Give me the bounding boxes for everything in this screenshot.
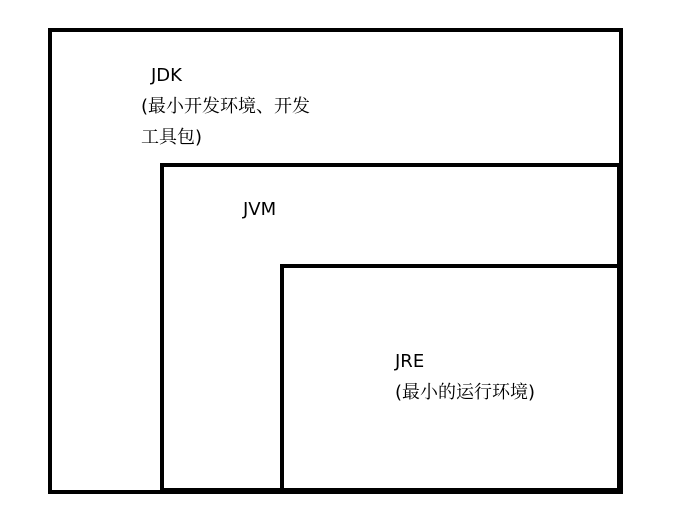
jre-label xyxy=(395,346,535,408)
jre-title: JRE xyxy=(395,351,425,372)
jdk-description-line2: 工具包) xyxy=(141,127,203,148)
jre-description: (最小的运行环境) xyxy=(395,382,536,403)
jvm-title: JVM xyxy=(243,199,277,220)
jdk-label xyxy=(141,60,310,153)
jvm-label xyxy=(243,194,276,225)
jdk-description-line1: (最小开发环境、开发 xyxy=(141,96,311,117)
jdk-title: JDK xyxy=(151,65,182,86)
